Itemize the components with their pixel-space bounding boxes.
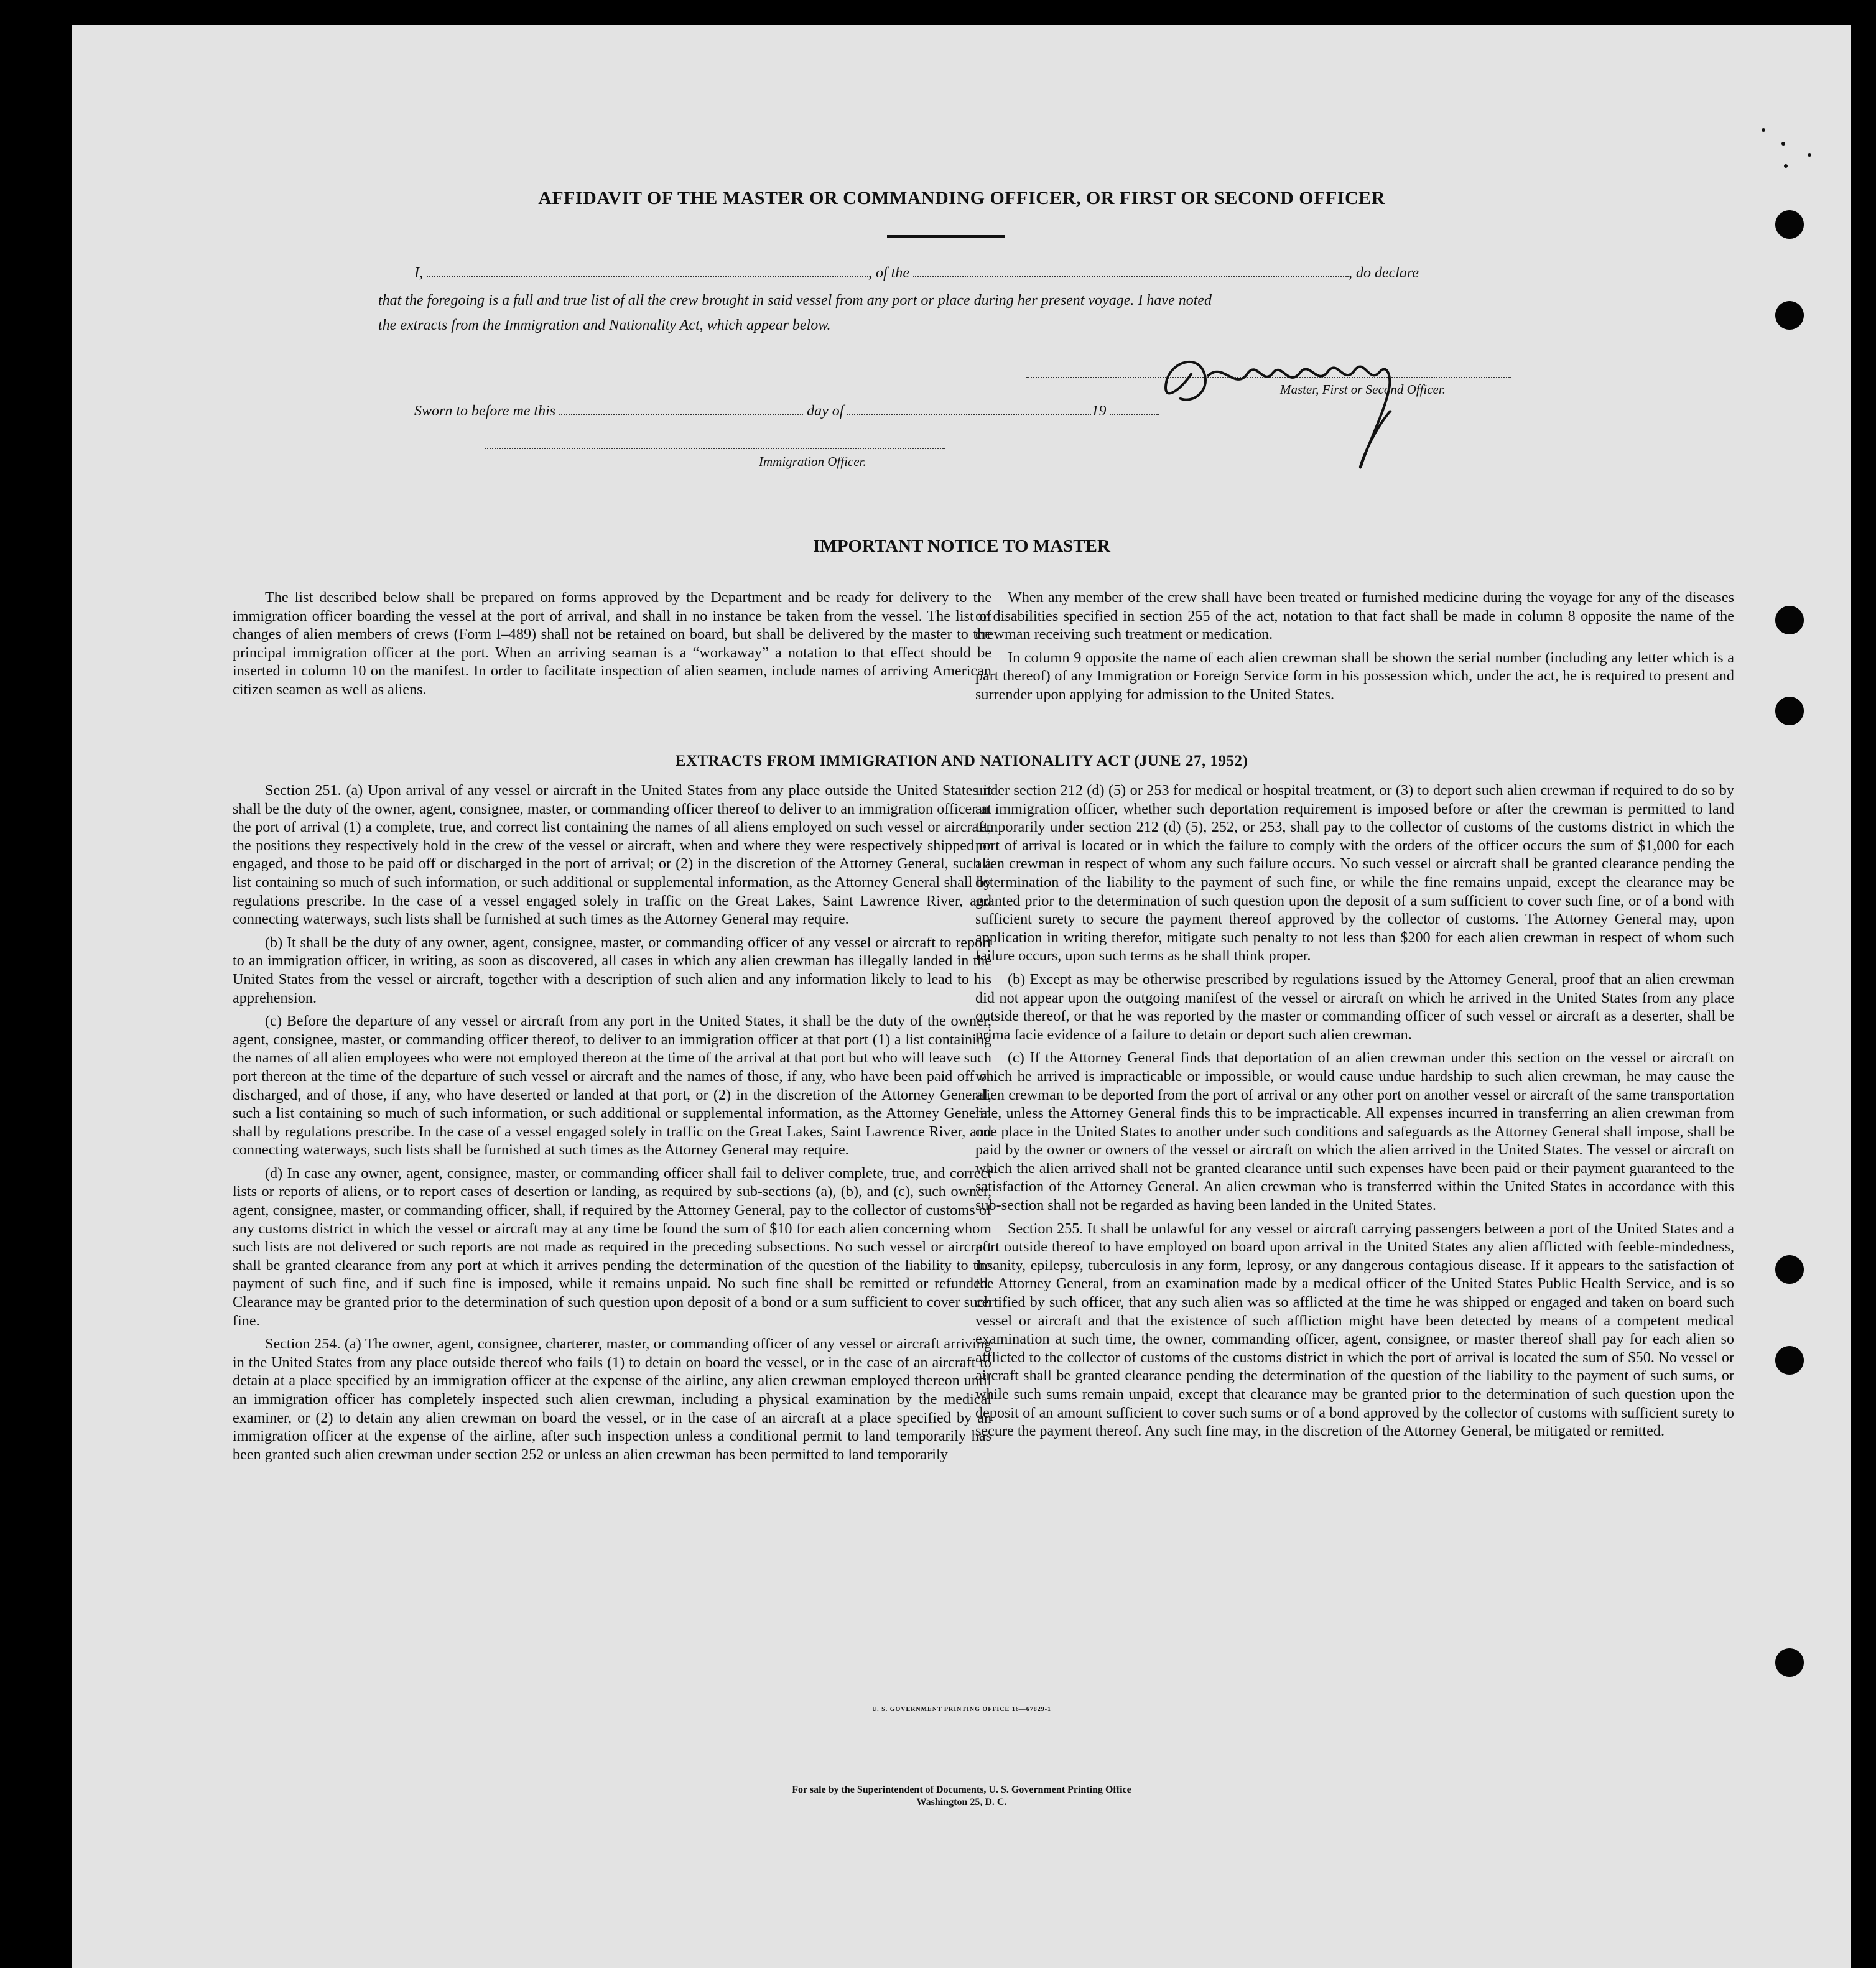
punch-hole	[1775, 301, 1804, 330]
punch-hole	[1775, 1648, 1804, 1677]
notice-paragraph: In column 9 opposite the name of each alien crewman shall be shown the serial number (including any letter which is a part thereof) of any Immigration or Foreign Service form in his possession which, under the act, he is required to present and surrender upon applying for admission to the United States.	[975, 649, 1734, 703]
signature	[1154, 336, 1453, 473]
notice-paragraph: The list described below shall be prepared on forms approved by the Department and be ready for delivery to the immigration officer boarding the vessel at the port of arrival, and shall in no instance be taken from the vessel. The list of changes of alien members of crews (Form I–489) shall not be retained on board, but shall be delivered by the master to the principal immigration officer at the port. When an arriving seaman is a “workaway” a notation to that effect should be inserted in column 10 on the manifest. In order to facilitate inspection of alien seamen, include names of arriving American citizen seamen as well as aliens.	[233, 589, 991, 698]
punch-hole	[1775, 1346, 1804, 1375]
speck	[1808, 153, 1811, 157]
statute-paragraph: Section 251. (a) Upon arrival of any vessel or aircraft in the United States from any place outside the United States it shall be the duty of the owner, agent, consignee, master, or commanding officer thereof to deliver to an immigration officer at the port of arrival (1) a complete, true, and correct list containing the names of all aliens employed on such vessel or aircraft, the positions they respectively hold in the crew of the vessel or aircraft, when and where they were respectively shipped or engaged, and those to be paid off or discharged in the port of arrival; or (2) in the discretion of the Attorney General, such a list containing so much of such information, or such additional or supplemental information, as the Attorney General shall by regulations prescribe. In the case of a vessel engaged solely in traffic on the Great Lakes, Saint Lawrence River, and connecting waterways, such lists shall be furnished at such times as the Attorney General may require.	[233, 782, 991, 928]
gpo-imprint: U. S. GOVERNMENT PRINTING OFFICE 16—67829-1	[871, 1706, 1052, 1713]
statute-paragraph: Section 254. (a) The owner, agent, consignee, charterer, master, or commanding officer of any vessel or aircraft arriving in the United States from any place outside thereof who fails (1) to detain on board the vessel, or in the case of an aircraft to detain at a place specified by an immigration officer at the expense of the airline, any alien crewman employed thereon until an immigration officer has completely inspected such alien crewman, including a physical examination by the medical examiner, or (2) to detain any alien crewman on board the vessel, or in the case of an aircraft at a place specified by an immigration officer at the expense of the airline, after such inspection unless a conditional permit to land temporarily has been granted such alien crewman under section 252 or unless an alien crewman has been permitted to land temporarily	[233, 1335, 991, 1463]
declaration-line-2: the extracts from the Immigration and Nationality Act, which appear below.	[378, 317, 831, 333]
punch-hole	[1775, 697, 1804, 725]
extracts-left-column	[233, 781, 991, 1464]
day-of-label: day of	[807, 403, 844, 419]
extracts-title: EXTRACTS FROM IMMIGRATION AND NATIONALITY ACT (JUNE 27, 1952)	[675, 753, 1248, 769]
statute-paragraph: (d) In case any owner, agent, consignee, master, or commanding officer shall fail to deliver complete, true, and correct lists or reports of aliens, or to report cases of desertion or landing, as required by sub-sections (a), (b), and (c), such owner, agent, consignee, master, or commanding officer, shall, if required by the Attorney General, pay to the collector of customs of any customs district in which the vessel or aircraft may at any time be found the sum of $10 for each alien concerning whom such lists are not delivered or such reports are not made as required in the preceding subsections. No such vessel or aircraft shall be granted clearance from any port at which it arrives pending the determination of the question of the liability to the payment of such fine, and if such fine is imposed, while it remains unpaid. No such fine shall be remitted or refunded. Clearance may be granted prior to the determination of such question upon deposit of a bond or a sum sufficient to cover such fine.	[233, 1164, 991, 1329]
sale-line-1: For sale by the Superintendent of Documents, U. S. Government Printing Office	[792, 1785, 1131, 1795]
declare-line	[414, 265, 1419, 282]
statute-paragraph: (c) Before the departure of any vessel or aircraft from any port in the United States, it shall be the duty of the owner, agent, consignee, master, or commanding officer thereof, to deliver to an immigration officer at that port (1) a list containing the names of all alien employees who were not employed thereon at the time of the arrival at that port but who will leave such port thereon at the time of the departure of such vessel or aircraft and the names of those, if any, who have been paid off or discharged, and of those, if any, who have deserted or landed at that port, or (2) in the discretion of the Attorney General, such a list containing so much of such information, or such additional or supplemental information, as the Attorney General shall by regulations prescribe. In the case of a vessel engaged solely in traffic on the Great Lakes, Saint Lawrence River, and connecting waterways, such lists shall be furnished at such times as the Attorney General may require.	[233, 1013, 991, 1159]
of-the-label: , of the	[868, 265, 909, 281]
sworn-day-field[interactable]	[559, 414, 803, 415]
affidavit-title: AFFIDAVIT OF THE MASTER OR COMMANDING OFFICER, OR FIRST OR SECOND OFFICER	[538, 188, 1385, 208]
statute-paragraph: Section 255. It shall be unlawful for any vessel or aircraft carrying passengers between a port of the United States and a port outside thereof to have employed on board upon arrival in the United States any alien afflicted with feeble-mindedness, insanity, epilepsy, tuberculosis in any form, leprosy, or any dangerous contagious disease. If it appears to the satisfaction of the Attorney General, from an examination made by a medical officer of the United States Public Health Service, and is so certified by such officer, that any such alien was so afflicted at the time he was shipped or engaged and taken on board such vessel or aircraft and that the existence of such affliction might have been detected by means of a competent medical examination at such time, the owner, commanding officer, agent, consignee, or master thereof shall pay for each alien so afflicted to the collector of customs of the customs district in which the port of arrival is located the sum of $50. No vessel or aircraft shall be granted clearance pending the determination of the question of the liability to the payment of such sums, or while such sums remain unpaid, except that clearance may be granted prior to the determination of such question upon the deposit of an amount sufficient to cover such sums or of a bond approved by the collector of customs with sufficient surety to secure the payment thereof. Any such fine may, in the discretion of the Attorney General, be mitigated or remitted.	[975, 1220, 1734, 1440]
statute-paragraph: (b) Except as may be otherwise prescribed by regulations issued by the Attorney General, proof that an alien crewman did not appear upon the outgoing manifest of the vessel or aircraft on which he arrived in the United States from any place outside thereof, or that he was reported by the master or commanding officer of such vessel or aircraft as a deserter, shall be prima facie evidence of a failure to detain or deport such alien crewman.	[975, 970, 1734, 1043]
sworn-line	[414, 403, 1159, 420]
punch-hole	[1775, 606, 1804, 634]
sworn-month-field[interactable]	[847, 414, 1091, 415]
punch-hole	[1775, 1255, 1804, 1284]
statute-paragraph: (b) It shall be the duty of any owner, agent, consignee, master, or commanding officer of any vessel or aircraft to report to an immigration officer, in writing, as soon as discovered, all cases in which any alien crewman has illegally landed in the United States from the vessel or aircraft, together with a description of such alien and any information likely to lead to his apprehension.	[233, 934, 991, 1006]
sale-line-2: Washington 25, D. C.	[916, 1797, 1007, 1808]
extracts-right-column	[975, 781, 1734, 1441]
i-label: I,	[414, 265, 423, 281]
notice-right-column	[975, 588, 1734, 704]
sale-notice	[72, 1784, 1851, 1809]
officer-signature-line	[485, 448, 945, 449]
speck	[1784, 164, 1788, 168]
notice-title: IMPORTANT NOTICE TO MASTER	[813, 536, 1110, 556]
svg-text:J.Nordskog: J.Nordskog	[1217, 398, 1220, 399]
speck	[1781, 142, 1785, 146]
name-field[interactable]	[427, 276, 868, 277]
punch-hole	[1775, 210, 1804, 239]
statute-paragraph: (c) If the Attorney General finds that deportation of an alien crewman under this section on the vessel or aircraft on which he arrived is impracticable or impossible, or would cause undue hardship to such alien crewman, he may cause the alien crewman to be deported from the port of arrival or any other port on another vessel or aircraft of the same transportation line, unless the Attorney General finds this to be impracticable. All expenses incurred in transferring an alien crewman from one place in the United States to another under such conditions and safeguards as the Attorney General shall impose, shall be paid by the owner or owners of the vessel or aircraft on which the alien arrived in the United States. The vessel or aircraft on which the alien arrived shall not be granted clearance until such expenses have been paid or their payment guaranteed to the satisfaction of the Attorney General. An alien crewman who is transferred within the United States in accordance with this sub-section shall not be regarded as having been landed in the United States.	[975, 1049, 1734, 1214]
sworn-label: Sworn to before me this	[414, 403, 556, 419]
title-rule	[887, 235, 1005, 238]
do-declare-label: , do declare	[1349, 265, 1419, 281]
notice-paragraph: When any member of the crew shall have been treated or furnished medicine during the voyage for any of the diseases or disabilities specified in section 255 of the act, notation to that fact shall be made in column 8 opposite the name of the crewman receiving such treatment or medication.	[975, 589, 1734, 643]
form-page	[72, 25, 1851, 1968]
statute-paragraph: under section 212 (d) (5) or 253 for medical or hospital treatment, or (3) to deport such alien crewman if required to do so by an immigration officer, whether such deportation requirement is imposed before or after the crewman is permitted to land temporarily under section 212 (d) (5), 252, or 253, shall pay to the collector of customs of the customs district in which the port of arrival is located or in which the failure to comply with the orders of the officer occurs the sum of $1,000 for each alien crewman in respect of whom any such failure occurs. No such vessel or aircraft shall be granted clearance pending the determination of the liability to the payment of such fine, or while the fine remains unpaid, except the clearance may be granted prior to the determination of such question upon the deposit of a sum sufficient to cover such fine, or of a bond with sufficient surety to secure the payment thereof approved by the collector of customs. The Attorney General may, upon application in writing therefor, mitigate such penalty to not less than $200 for each alien crewman in respect of whom such failure occurs, upon such terms as he shall think proper.	[975, 782, 1734, 965]
vessel-field[interactable]	[913, 276, 1349, 277]
year-label: 19	[1091, 403, 1107, 419]
master-label: Master, First or Second Officer.	[1280, 382, 1446, 397]
notice-left-column	[233, 588, 991, 699]
immigration-officer-label: Immigration Officer.	[759, 454, 866, 469]
sworn-year-field[interactable]	[1110, 414, 1159, 415]
speck	[1762, 128, 1765, 132]
declaration-line-1: that the foregoing is a full and true list of all the crew brought in said vessel from any port or place during her present voyage. I have noted	[378, 292, 1212, 309]
